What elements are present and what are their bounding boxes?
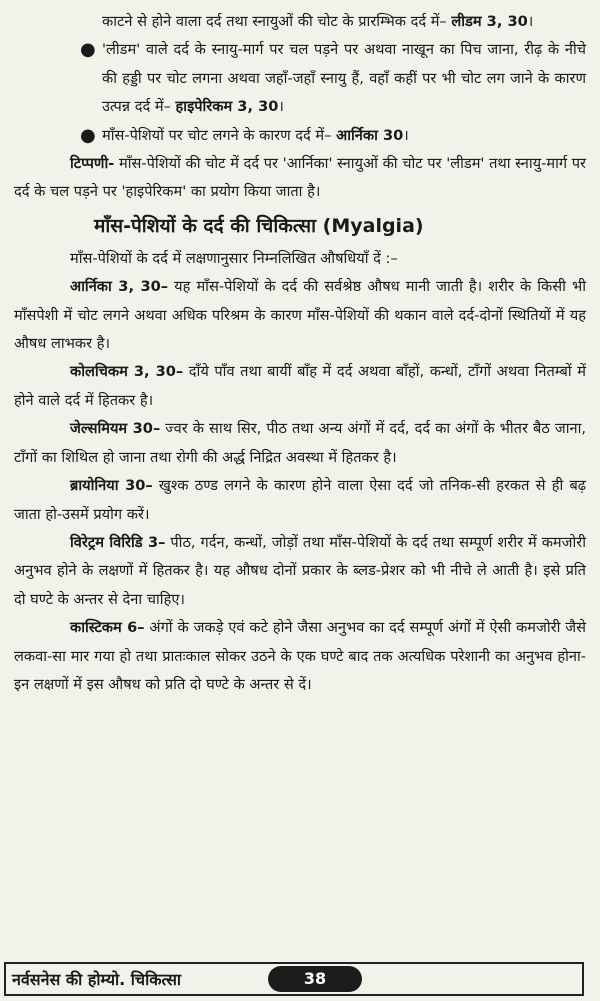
para-text: 'लीडम' वाले दर्द के स्नायु-मार्ग पर चल पड़ने पर अथवा नाखून का पिच जाना, रीढ़ के नीचे की हड्डी पर चोट लगना अथवा जहाँ-जहाँ स्नायु हैं, वहाँ कहीं पर भी चोट लग जाने के कारण उत्पन्न दर्द में– bbox=[102, 41, 586, 116]
para-text: ज्वर के साथ सिर, पीठ तथा अन्य अंगों में दर्द, दर्द का अंगों के भीतर बैठ जाना, टाँगों का शिथिल हो जाना तथा रोगी की अर्द्ध निद्रित अवस्था में हितकर है। bbox=[14, 420, 586, 466]
para-text: माँस-पेशियों की चोट में दर्द पर 'आर्निका' स्नायुओं की चोट पर 'लीडम' तथा स्नायु-मार्ग पर दर्द के चल पड़ने पर 'हाइपेरिकम' का प्रयोग किया जाता है। bbox=[14, 155, 586, 201]
para-text: माँस-पेशियों के दर्द में लक्षणानुसार निम्नलिखित औषधियाँ दें :– bbox=[70, 249, 398, 267]
bullet-icon: ● bbox=[80, 124, 96, 146]
remedy-name: कोलचिकम 3, 30– bbox=[70, 363, 184, 381]
body-paragraph bbox=[14, 245, 586, 273]
para-text: । bbox=[278, 98, 284, 116]
para-text: दाँये पाँव तथा बायीं बाँह में दर्द अथवा बाँहों, कन्धों, टाँगों अथवा नितम्बों में होने वाले दर्द में हितकर है। bbox=[14, 363, 586, 409]
body-paragraph bbox=[14, 472, 586, 529]
body-paragraph bbox=[14, 614, 586, 699]
body-paragraph bbox=[14, 529, 586, 614]
body-paragraph bbox=[14, 358, 586, 415]
remedy-name: जेल्समियम 30– bbox=[70, 420, 161, 438]
para-text: । bbox=[403, 126, 409, 144]
remedy-name: ब्रायोनिया 30– bbox=[70, 477, 153, 495]
bullet-item bbox=[14, 122, 586, 150]
bullet-icon: ● bbox=[80, 39, 96, 61]
para-text: काटने से होने वाला दर्द तथा स्नायुओं की चोट के प्रारम्भिक दर्द में– bbox=[102, 13, 452, 30]
remedy-name: हाइपेरिकम 3, 30 bbox=[175, 98, 279, 116]
section-heading: माँस-पेशियों के दर्द की चिकित्सा (Myalgia) bbox=[94, 214, 424, 237]
remedy-name: आर्निका 3, 30– bbox=[70, 278, 169, 296]
para-text: पीठ, गर्दन, कन्धों, जोड़ों तथा माँस-पेशियों के दर्द तथा सम्पूर्ण शरीर में कमजोरी अनुभव होने के लक्षणों में हितकर है। यह औषध दोनों प्रकार के ब्लड-प्रेशर को भी नीचे ले आती है। इसे प्रति दो घण्टे के अन्तर से देना चाहिए। bbox=[14, 533, 586, 608]
body-paragraph bbox=[14, 273, 586, 358]
para-text: यह माँस-पेशियों के दर्द की सर्वश्रेष्ठ औषध मानी जाती है। शरीर के किसी भी माँसपेशी में चोट लगने अथवा अधिक परिश्रम के कारण माँस-पेशियों की थकान वाले दर्द-दोनों स्थितियों में यह औषध लाभकर है। bbox=[14, 278, 586, 353]
note-label: टिप्पणी- bbox=[70, 155, 115, 173]
para-text: खुश्क ठण्ड लगने के कारण होने वाला ऐसा दर्द जो तनिक-सी हरकत से ही बढ़ जाता हो-उसमें प्रयोग करें। bbox=[14, 477, 586, 523]
body-paragraph bbox=[14, 415, 586, 472]
para-text: । bbox=[527, 13, 534, 30]
book-title: नर्वसनेस की होम्यो. चिकित्सा bbox=[12, 970, 182, 989]
para-continuation bbox=[14, 8, 586, 36]
remedy-name: लीडम 3, 30 bbox=[451, 13, 528, 30]
bullet-item bbox=[14, 36, 586, 121]
remedy-name: विरेट्रम विरिडि 3– bbox=[70, 533, 166, 551]
para-text: अंगों के जकड़े एवं कटे होने जैसा अनुभव का दर्द सम्पूर्ण अंगों में ऐसी कमजोरी जैसे लकवा-सा मार गया हो तथा प्रातःकाल सोकर उठने के एक घण्टे बाद तक अत्यधिक परेशानी का अनुभव होना-इन लक्षणों में इस औषध को प्रति दो घण्टे के अन्तर से दें। bbox=[14, 619, 586, 693]
page-number: 38 bbox=[268, 966, 362, 992]
page-footer bbox=[4, 962, 584, 996]
note-paragraph bbox=[14, 150, 586, 207]
remedy-name: कास्टिकम 6– bbox=[70, 619, 145, 637]
remedy-name: आर्निका 30 bbox=[336, 126, 404, 144]
para-text: माँस-पेशियों पर चोट लगने के कारण दर्द में– bbox=[102, 126, 337, 144]
